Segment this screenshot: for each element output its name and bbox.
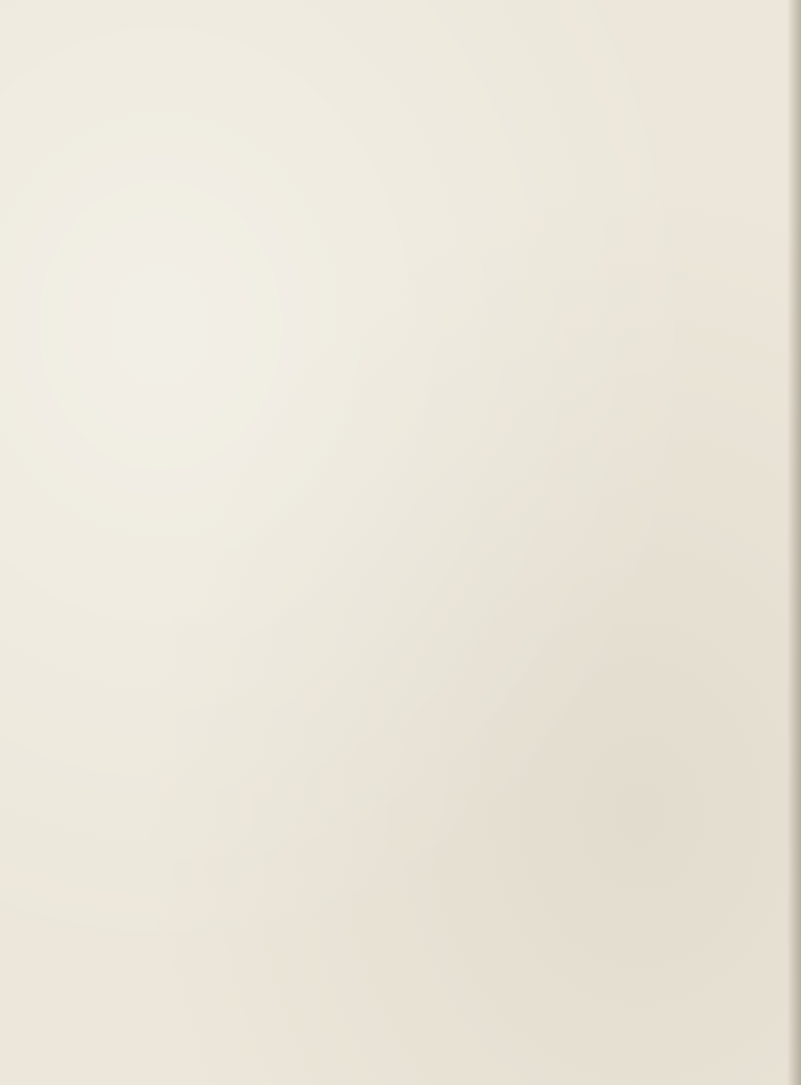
page-edge-shadow (787, 0, 801, 1085)
